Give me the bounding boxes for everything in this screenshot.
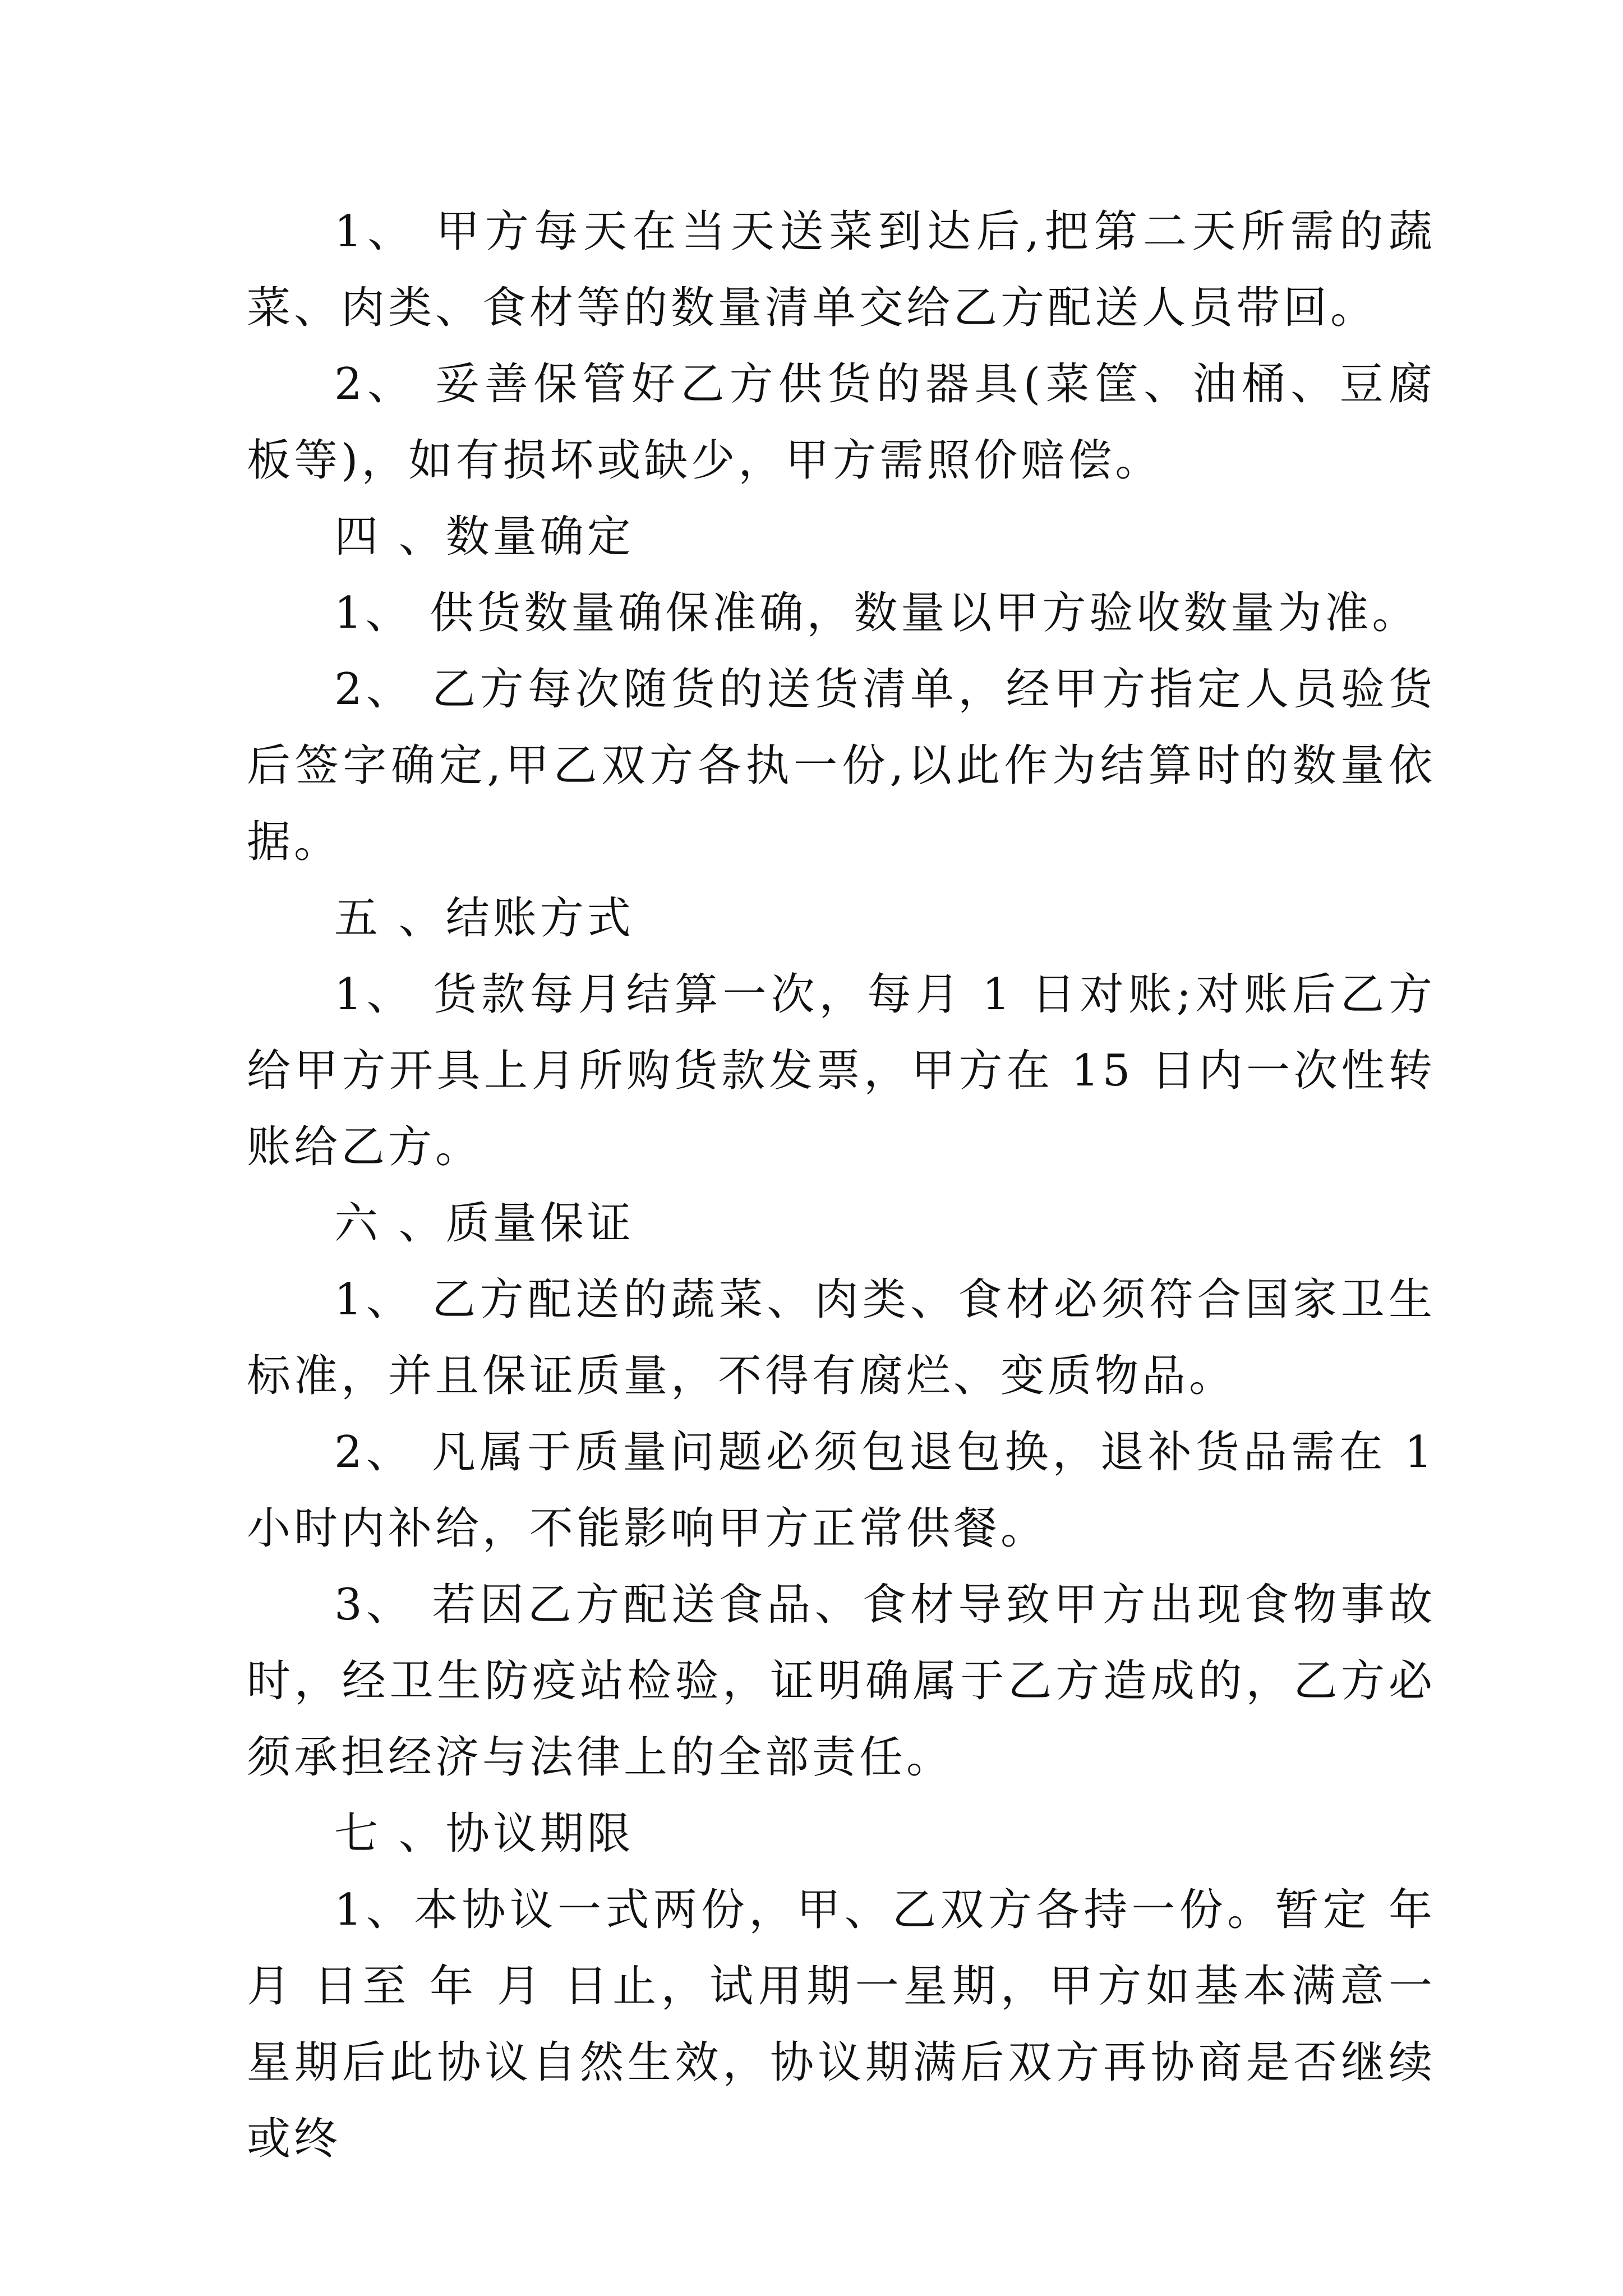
paragraph-2: 2、 妥善保管好乙方供货的器具(菜筐、油桶、豆腐板等)，如有损坏或缺少，甲方需照价赔偿。 — [247, 359, 1436, 486]
paragraph-3: 1、 供货数量确保准确，数量以甲方验收数量为准。 — [334, 588, 1419, 638]
document-body — [247, 194, 1436, 2177]
paragraph-6: 1、 乙方配送的蔬菜、肉类、食材必须符合国家卫生标准，并且保证质量，不得有腐烂、变质物品。 — [247, 1274, 1436, 1401]
paragraph-7: 2、 凡属于质量问题必须包退包换，退补货品需在 1 小时内补给，不能影响甲方正常供餐。 — [247, 1427, 1436, 1554]
paragraph-4: 2、 乙方每次随货的送货清单，经甲方指定人员验货后签字确定,甲乙双方各执一份,以此作为结算时的数量依据。 — [247, 664, 1436, 867]
paragraph-9: 1、本协议一式两份，甲、乙双方各持一份。暂定 年 月 日至 年 月 日止，试用期一星期，甲方如基本满意一星期后此协议自然生效，协议期满后双方再协商是否继续或终 — [247, 1885, 1436, 2164]
paragraph-8: 3、 若因乙方配送食品、食材导致甲方出现食物事故时，经卫生防疫站检验，证明确属于乙方造成的，乙方必须承担经济与法律上的全部责任。 — [247, 1580, 1436, 1783]
paragraph-5: 1、 货款每月结算一次，每月 1 日对账;对账后乙方给甲方开具上月所购货款发票，甲方在 15 日内一次性转账给乙方。 — [247, 969, 1436, 1172]
section-heading-4: 四 、数量确定 — [334, 512, 634, 562]
paragraph-1: 1、 甲方每天在当天送菜到达后,把第二天所需的蔬菜、肉类、食材等的数量清单交给乙方配送人员带回。 — [247, 206, 1436, 333]
section-heading-6: 六 、质量保证 — [334, 1198, 634, 1249]
section-heading-5: 五 、结账方式 — [334, 893, 634, 944]
section-heading-7: 七 、协议期限 — [334, 1809, 634, 1859]
